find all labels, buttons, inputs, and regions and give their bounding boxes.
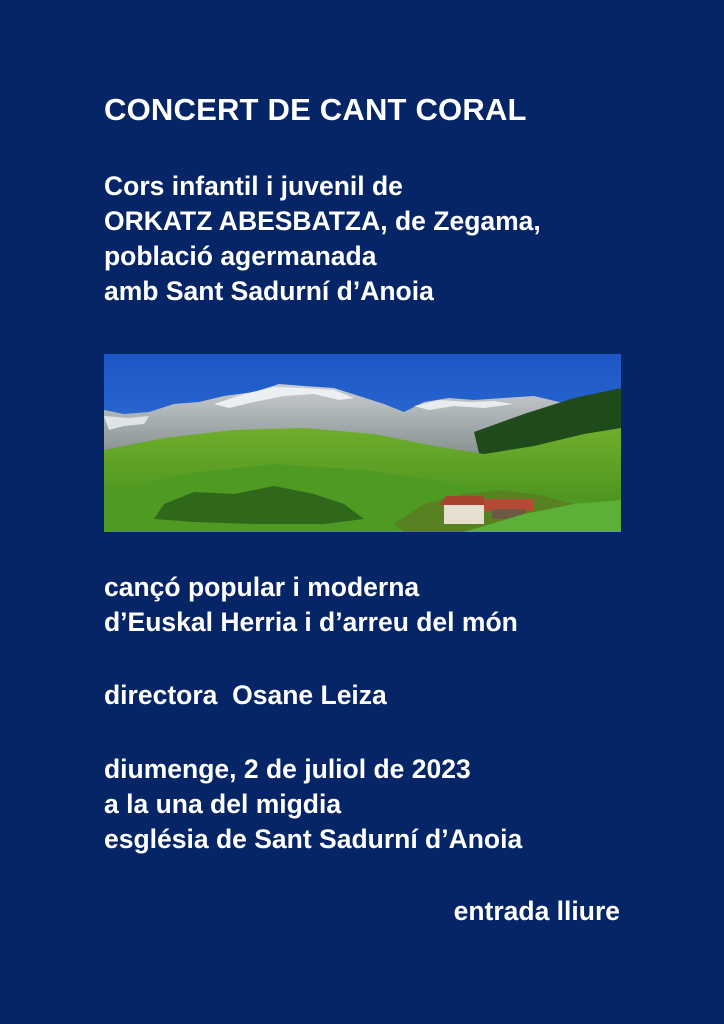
director-line: directora Osane Leiza [104,680,387,710]
choir-line: població agermanada [104,241,377,271]
choir-line: amb Sant Sadurní d’Anoia [104,276,434,306]
poster-title: CONCERT DE CANT CORAL [104,92,527,127]
mountain-landscape-photo [104,354,621,532]
director-info [104,678,387,713]
choir-line: Cors infantil i juvenil de [104,171,403,201]
event-date: diumenge, 2 de juliol de 2023 [104,754,471,784]
repertoire-line: d’Euskal Herria i d’arreu del món [104,607,518,637]
event-time: a la una del migdia [104,789,342,819]
choir-description [104,169,541,309]
repertoire-line: cançó popular i moderna [104,572,420,602]
choir-line: ORKATZ ABESBATZA, de Zegama, [104,206,541,236]
event-details [104,752,522,857]
admission-info: entrada lliure [453,896,620,926]
event-venue: església de Sant Sadurní d’Anoia [104,824,523,854]
repertoire-description [104,570,518,640]
